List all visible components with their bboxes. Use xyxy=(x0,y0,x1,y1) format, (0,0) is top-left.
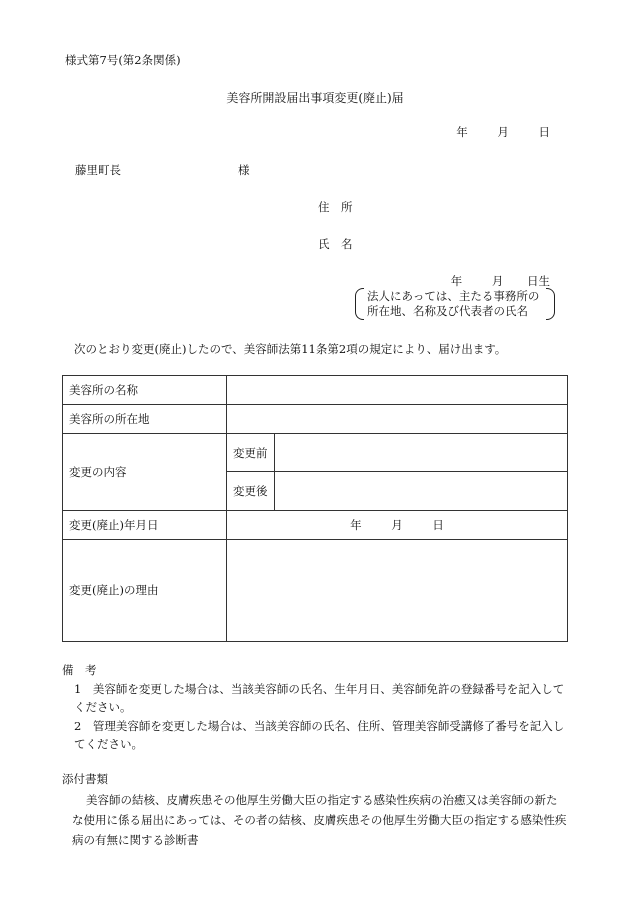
attachments-heading: 添付書類 xyxy=(62,772,108,786)
corporate-note-line-1: 法人にあっては、主たる事務所の xyxy=(367,289,540,303)
table-row xyxy=(63,434,568,472)
addressee: 藤里町長 xyxy=(75,163,121,177)
corporate-note-text xyxy=(367,289,539,319)
note-item: 1 美容師を変更した場合は、当該美容師の氏名、生年月日、美容師免許の登録番号を記入してください。 xyxy=(74,682,565,714)
change-content-label: 変更の内容 xyxy=(63,434,227,510)
date-year: 年 xyxy=(456,125,468,139)
change-date-month: 月 xyxy=(391,517,403,532)
notes-heading: 備 考 xyxy=(62,663,97,677)
birth-date xyxy=(451,273,550,289)
address-label: 住 所 xyxy=(318,200,353,214)
change-date-field[interactable] xyxy=(227,510,568,539)
attachments-text: 美容師の結核、皮膚疾患その他厚生労働大臣の指定する感染性疾病の治癒又は美容師の新たな使用に係る届出にあっては、その者の結核、皮膚疾患その他厚生労働大臣の指定する感染性疾病の有無に関する診断書 xyxy=(72,793,567,847)
reason-field[interactable] xyxy=(227,539,568,641)
table-row xyxy=(63,405,568,434)
before-field[interactable] xyxy=(275,434,568,472)
change-date-year: 年 xyxy=(350,517,362,532)
change-date-label: 変更(廃止)年月日 xyxy=(63,510,227,539)
table-row xyxy=(63,376,568,405)
facility-name-label: 美容所の名称 xyxy=(63,376,227,405)
corporate-note xyxy=(355,288,555,320)
corporate-note-line-2: 所在地、名称及び代表者の氏名 xyxy=(367,304,528,318)
honorific: 様 xyxy=(238,163,250,177)
name-label: 氏 名 xyxy=(318,237,353,251)
note-item: 2 管理美容師を変更した場合は、当該美容師の氏名、住所、管理美容師受講修了番号を記入してください。 xyxy=(74,719,565,751)
table-row xyxy=(63,539,568,641)
submission-date xyxy=(456,124,550,140)
after-field[interactable] xyxy=(275,472,568,510)
left-bracket xyxy=(355,288,364,320)
date-month: 月 xyxy=(497,125,509,139)
right-bracket xyxy=(546,288,555,320)
after-label: 変更後 xyxy=(227,472,275,510)
birth-month: 月 xyxy=(491,274,504,288)
form-number-label: 様式第7号(第2条関係) xyxy=(65,53,181,67)
birth-year: 年 xyxy=(450,274,463,288)
birth-day: 日生 xyxy=(527,274,550,288)
change-date-day: 日 xyxy=(432,517,444,532)
before-label: 変更前 xyxy=(227,434,275,472)
date-day: 日 xyxy=(538,125,550,139)
notification-table xyxy=(62,375,568,642)
table-row xyxy=(63,510,568,539)
facility-name-field[interactable] xyxy=(227,376,568,405)
reason-label: 変更(廃止)の理由 xyxy=(63,539,227,641)
facility-location-label: 美容所の所在地 xyxy=(63,405,227,434)
document-title: 美容所開設届出事項変更(廃止)届 xyxy=(226,91,404,105)
facility-location-field[interactable] xyxy=(227,405,568,434)
intro-statement: 次のとおり変更(廃止)したので、美容師法第11条第2項の規定により、届け出ます。 xyxy=(74,342,507,356)
